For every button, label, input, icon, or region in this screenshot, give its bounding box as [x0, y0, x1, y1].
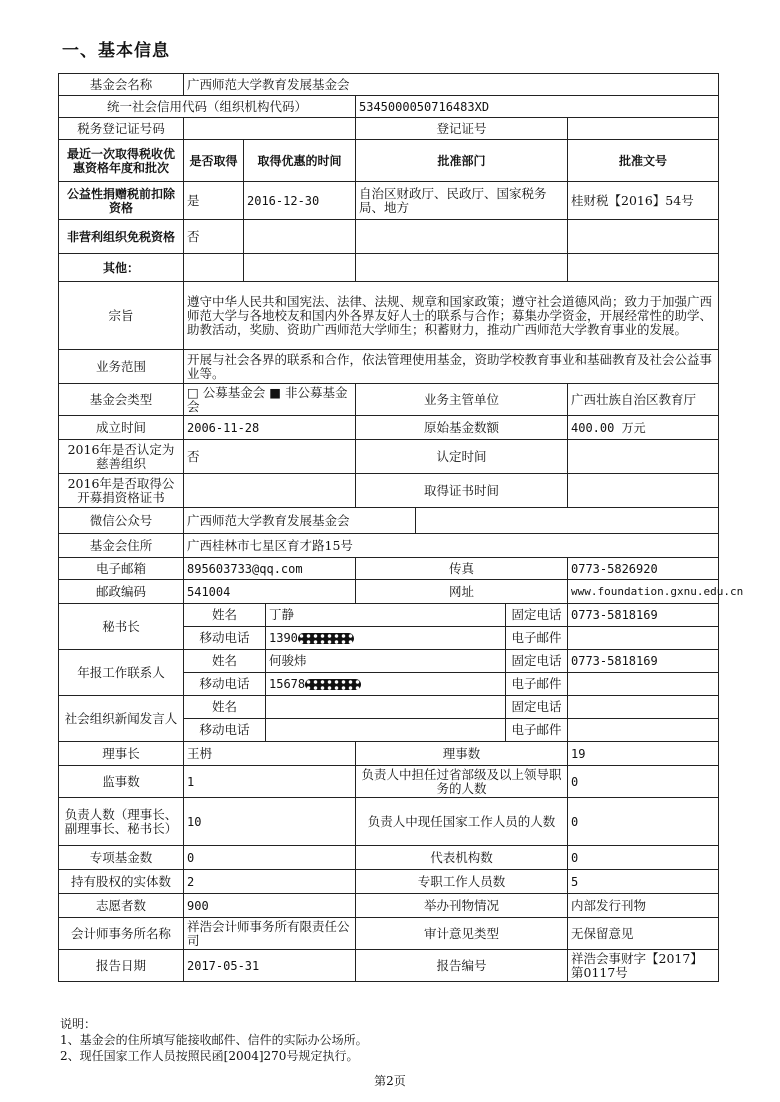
row-special-funds: [59, 846, 719, 870]
row-credit: [59, 96, 719, 118]
certificate-date-label: 取得证书时间: [356, 474, 568, 508]
notes-title: 说明：: [60, 1017, 97, 1031]
charity-label: 2016年是否认定为慈善组织: [59, 440, 184, 474]
special-funds-label: 专项基金数: [59, 846, 184, 870]
row-pref-nonprofit: [59, 220, 719, 254]
spokesman-mobile-label: 移动电话: [184, 719, 266, 742]
address-value: 广西桂林市七星区育才路15号: [184, 534, 719, 558]
reg-label: 登记证号: [356, 118, 568, 140]
supervisor-unit-label: 业务主管单位: [356, 384, 568, 416]
redaction-mark: [305, 679, 361, 690]
credit-label: 统一社会信用代码（组织机构代码）: [59, 96, 356, 118]
row-supervisors: [59, 766, 719, 798]
row-founded: [59, 416, 719, 440]
row-name: [59, 74, 719, 96]
annual-contact-label: 年报工作联系人: [59, 650, 184, 696]
public-raise-value: [184, 474, 356, 508]
postcode-value: 541004: [184, 580, 356, 604]
row-email: [59, 558, 719, 580]
public-raise-label: 2016年是否取得公开募捐资格证书: [59, 474, 184, 508]
row-postcode: [59, 580, 719, 604]
type-label: 基金会类型: [59, 384, 184, 416]
pref-col-dept: 批准部门: [356, 140, 568, 182]
secretary-name: 丁静: [266, 604, 506, 627]
other-label: 其他：: [59, 254, 184, 282]
wechat-label: 微信公众号: [59, 508, 184, 534]
row-volunteers: [59, 894, 719, 918]
secretary-phone-label: 固定电话: [506, 604, 568, 627]
spokesman-email: [568, 719, 719, 742]
reg-value: [568, 118, 719, 140]
spokesman-phone: [568, 696, 719, 719]
row-type: [59, 384, 719, 416]
pref-nonprofit-obtained: 否: [184, 220, 244, 254]
chairman-label: 理事长: [59, 742, 184, 766]
secretary-email-label: 电子邮件: [506, 627, 568, 650]
pref-col-doc: 批准文号: [568, 140, 719, 182]
note-item: 1、基金会的住所填写能接收邮件、信件的实际办公场所。: [60, 1033, 368, 1047]
directors-label: 理事数: [356, 742, 568, 766]
supervisor-unit-value: 广西壮族自治区教育厅: [568, 384, 719, 416]
annual-mobile-label: 移动电话: [184, 673, 266, 696]
fax-label: 传真: [356, 558, 568, 580]
type-value: □ 公募基金会 ■ 非公募基金会: [184, 384, 356, 416]
spokesman-mobile: [266, 719, 506, 742]
publications-value: 内部发行刊物: [568, 894, 719, 918]
secretary-mobile-label: 移动电话: [184, 627, 266, 650]
fulltime-staff-value: 5: [568, 870, 719, 894]
audit-opinion-value: 无保留意见: [568, 918, 719, 950]
report-date-label: 报告日期: [59, 950, 184, 982]
pref-public-doc: 桂财税【2016】54号: [568, 182, 719, 220]
pref-col-date: 取得优惠的时间: [244, 140, 356, 182]
secretary-label: 秘书长: [59, 604, 184, 650]
row-spokesman-1: [59, 696, 719, 719]
tax-label: 税务登记证号码: [59, 118, 184, 140]
address-label: 基金会住所: [59, 534, 184, 558]
section-heading: 一、基本信息: [62, 41, 170, 61]
row-secretary-1: [59, 604, 719, 627]
charity-value: 否: [184, 440, 356, 474]
secretary-email: [568, 627, 719, 650]
rep-offices-value: 0: [568, 846, 719, 870]
row-purpose: [59, 282, 719, 350]
row-address: [59, 534, 719, 558]
pref-public-date: 2016-12-30: [244, 182, 356, 220]
row-chairman: [59, 742, 719, 766]
charity-date-label: 认定时间: [356, 440, 568, 474]
state-staff-label: 负责人中现任国家工作人员的人数: [356, 798, 568, 846]
basic-info-table: [58, 73, 744, 982]
volunteers-label: 志愿者数: [59, 894, 184, 918]
secretary-phone: 0773-5818169: [568, 604, 719, 627]
pref-col-obtained: 是否取得: [184, 140, 244, 182]
special-funds-value: 0: [184, 846, 356, 870]
founded-label: 成立时间: [59, 416, 184, 440]
annual-email: [568, 673, 719, 696]
fund-amount-label: 原始基金数额: [356, 416, 568, 440]
leaders-value: 10: [184, 798, 356, 846]
supervisors-label: 监事数: [59, 766, 184, 798]
directors-value: 19: [568, 742, 719, 766]
equity-value: 2: [184, 870, 356, 894]
pref-head-label: 最近一次取得税收优惠资格年度和批次: [59, 140, 184, 182]
report-number-value: 祥浩会事财字【2017】第0117号: [568, 950, 719, 982]
chairman-value: 王枬: [184, 742, 356, 766]
email-value: 895603733@qq.com: [184, 558, 356, 580]
scope-value: 开展与社会各界的联系和合作，依法管理使用基金，资助学校教育事业和基础教育及社会公益事业等。: [184, 350, 719, 384]
row-equity: [59, 870, 719, 894]
spokesman-name: [266, 696, 506, 719]
annual-name: 何骏炜: [266, 650, 506, 673]
equity-label: 持有股权的实体数: [59, 870, 184, 894]
supervisors-value: 1: [184, 766, 356, 798]
audit-opinion-label: 审计意见类型: [356, 918, 568, 950]
rep-offices-label: 代表机构数: [356, 846, 568, 870]
report-date-value: 2017-05-31: [184, 950, 356, 982]
row-pref-head: [59, 140, 719, 182]
fulltime-staff-label: 专职工作人员数: [356, 870, 568, 894]
annual-phone-label: 固定电话: [506, 650, 568, 673]
publications-label: 举办刊物情况: [356, 894, 568, 918]
report-number-label: 报告编号: [356, 950, 568, 982]
note-item: 2、现任国家工作人员按照民函[2004]270号规定执行。: [60, 1049, 359, 1063]
name-label: 基金会名称: [59, 74, 184, 96]
fax-value: 0773-5826920: [568, 558, 719, 580]
spokesman-name-label: 姓名: [184, 696, 266, 719]
scope-label: 业务范围: [59, 350, 184, 384]
email-label: 电子邮箱: [59, 558, 184, 580]
senior-leaders-value: 0: [568, 766, 719, 798]
row-annual-1: [59, 650, 719, 673]
accounting-value: 祥浩会计师事务所有限责任公司: [184, 918, 356, 950]
row-scope: [59, 350, 719, 384]
state-staff-value: 0: [568, 798, 719, 846]
certificate-date-value: [568, 474, 719, 508]
accounting-label: 会计师事务所名称: [59, 918, 184, 950]
tax-value: [184, 118, 356, 140]
fund-amount-value: 400.00 万元: [568, 416, 719, 440]
website-label: 网址: [356, 580, 568, 604]
pref-public-obtained: 是: [184, 182, 244, 220]
purpose-label: 宗旨: [59, 282, 184, 350]
annual-email-label: 电子邮件: [506, 673, 568, 696]
pref-public-dept: 自治区财政厅、民政厅、国家税务局、地方: [356, 182, 568, 220]
spokesman-label: 社会组织新闻发言人: [59, 696, 184, 742]
page-number: 第2页: [374, 1074, 406, 1088]
wechat-value: 广西师范大学教育发展基金会: [184, 508, 416, 534]
website-value: www.foundation.gxnu.edu.cn: [568, 580, 719, 604]
redaction-mark: [298, 633, 354, 644]
row-wechat: [59, 508, 719, 534]
annual-mobile: 15678: [269, 677, 306, 691]
row-report: [59, 950, 719, 982]
senior-leaders-label: 负责人中担任过省部级及以上领导职务的人数: [356, 766, 568, 798]
annual-phone: 0773-5818169: [568, 650, 719, 673]
postcode-label: 邮政编码: [59, 580, 184, 604]
row-charity: [59, 440, 719, 474]
charity-date-value: [568, 440, 719, 474]
row-other: [59, 254, 719, 282]
row-tax: [59, 118, 719, 140]
row-pref-public: [59, 182, 719, 220]
credit-value: 53450000507164​83XD: [356, 96, 719, 118]
leaders-label: 负责人数（理事长、副理事长、秘书长）: [59, 798, 184, 846]
pref-public-label: 公益性捐赠税前扣除资格: [59, 182, 184, 220]
spokesman-phone-label: 固定电话: [506, 696, 568, 719]
annual-name-label: 姓名: [184, 650, 266, 673]
spokesman-email-label: 电子邮件: [506, 719, 568, 742]
secretary-name-label: 姓名: [184, 604, 266, 627]
secretary-mobile: 1390: [269, 631, 298, 645]
row-leaders: [59, 798, 719, 846]
row-accounting: [59, 918, 719, 950]
purpose-value: 遵守中华人民共和国宪法、法律、法规、规章和国家政策；遵守社会道德风尚；致力于加强广西师范大学与各地校友和国内外各界友好人士的联系与合作；募集办学资金，开展经常性的助学、助教活动，奖励、资助广西师范大学师生；积蓄财力，推动广西师范大学教育事业的发展。: [184, 282, 719, 350]
volunteers-value: 900: [184, 894, 356, 918]
row-public-raise: [59, 474, 719, 508]
pref-nonprofit-label: 非营利组织免税资格: [59, 220, 184, 254]
founded-value: 2006-11-28: [184, 416, 356, 440]
notes: [60, 1016, 368, 1064]
name-value: 广西师范大学教育发展基金会: [184, 74, 719, 96]
